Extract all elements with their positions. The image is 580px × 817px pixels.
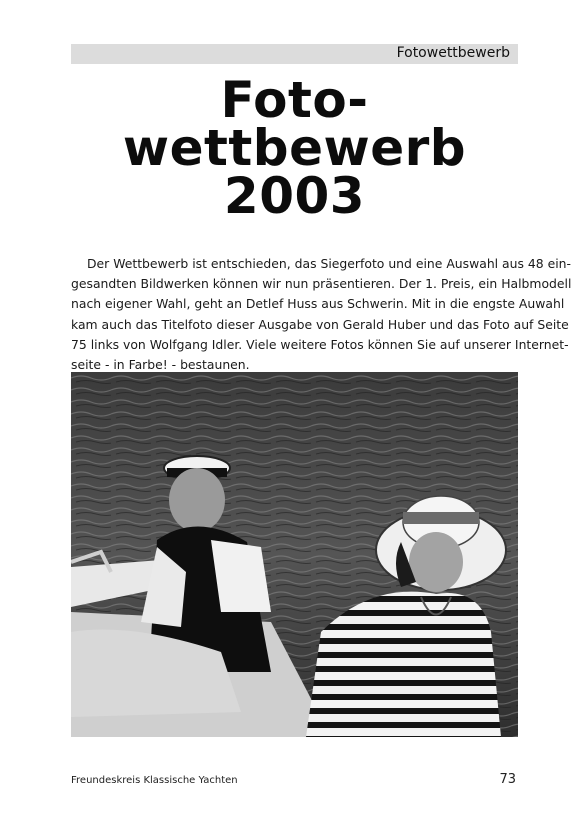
title-line-2: wettbewerb	[122, 119, 467, 177]
intro-line: 75 links von Wolfgang Idler. Viele weitere Fotos können Sie auf unserer Internet-	[71, 336, 569, 352]
section-header-bar	[71, 44, 518, 64]
intro-line: seite - in Farbe! - bestaunen.	[71, 357, 250, 373]
section-label: Fotowettbewerb	[396, 45, 510, 61]
intro-paragraph	[71, 254, 572, 375]
intro-line: kam auch das Titelfoto dieser Ausgabe von Gerald Huber und das Foto auf Seite	[71, 316, 569, 332]
page-title	[71, 71, 518, 225]
intro-line: nach eigener Wahl, geht an Detlef Huss aus Schwerin. Mit in die engste Auwahl	[71, 296, 565, 312]
title-line-1: Foto-	[220, 71, 369, 129]
publication-name: Freundeskreis Klassische Yachten	[71, 775, 238, 786]
intro-line: Der Wettbewerb ist entschieden, das Siegerfoto und eine Auswahl aus 48 ein-	[87, 256, 571, 271]
photo-illustration	[71, 372, 518, 737]
winning-photo	[71, 372, 518, 737]
intro-line: gesandten Bildwerken können wir nun präsentieren. Der 1. Preis, ein Halbmodell	[71, 276, 572, 292]
title-line-3: 2003	[223, 167, 366, 225]
page-number: 73	[499, 772, 516, 787]
